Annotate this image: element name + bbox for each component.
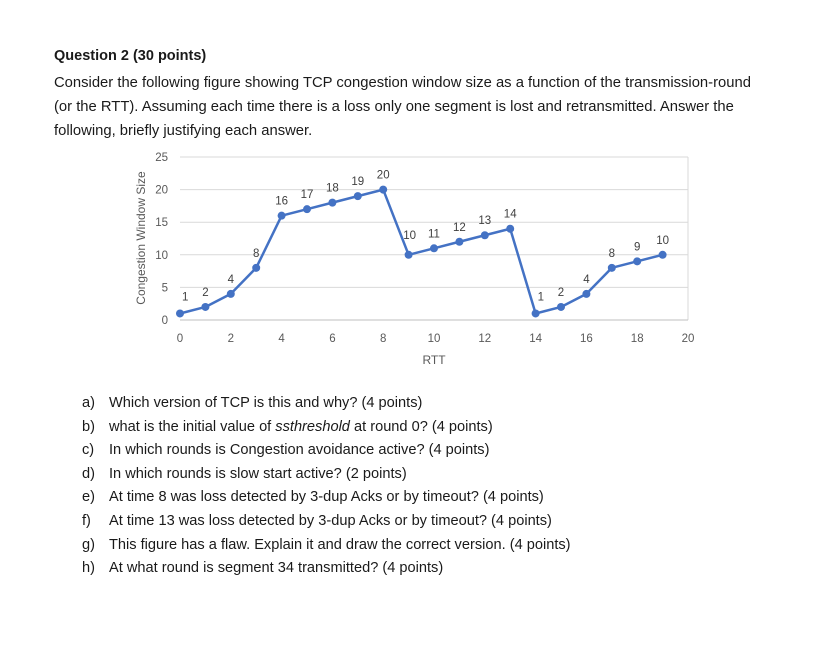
y-tick-label: 15 — [155, 217, 168, 230]
intro-line: following, briefly justifying each answer. — [54, 123, 313, 139]
x-tick-label: 12 — [478, 333, 492, 345]
question-text: Which version of TCP is this and why? (4 points) — [109, 395, 423, 411]
x-axis-ticks — [177, 333, 695, 345]
question-item — [82, 557, 571, 581]
x-tick-label: 0 — [176, 333, 184, 345]
x-tick-label: 6 — [329, 333, 336, 345]
data-label: 12 — [453, 221, 466, 234]
x-tick-label: 16 — [580, 333, 593, 345]
y-tick-label: 0 — [161, 315, 168, 327]
question-heading: Question 2 (30 points) — [54, 48, 207, 64]
data-point-marker — [176, 309, 184, 317]
data-label: 19 — [351, 176, 365, 189]
y-tick-label: 10 — [155, 249, 168, 262]
data-label: 10 — [656, 234, 669, 247]
data-point-marker — [659, 251, 667, 259]
chart-series — [176, 186, 667, 318]
data-label: 2 — [202, 286, 209, 299]
question-list — [82, 392, 571, 581]
question-item — [82, 416, 571, 440]
data-label: 1 — [537, 291, 545, 304]
x-tick-label: 20 — [681, 333, 695, 345]
question-letter: b) — [82, 418, 95, 435]
data-label: 11 — [428, 228, 440, 241]
data-point-marker — [405, 251, 413, 259]
data-point-marker — [582, 290, 590, 298]
data-point-marker — [633, 257, 641, 265]
x-tick-label: 18 — [630, 333, 644, 345]
data-label: 17 — [300, 189, 314, 202]
data-point-marker — [481, 231, 489, 239]
question-text: This figure has a flaw. Explain it and draw the correct version. (4 points) — [109, 536, 571, 553]
question-item — [82, 439, 571, 463]
data-label: 4 — [583, 273, 590, 286]
data-point-marker — [608, 264, 616, 272]
question-letter: a) — [82, 395, 95, 411]
data-label: 14 — [503, 208, 517, 221]
y-axis-title: Congestion Window Size — [134, 171, 148, 305]
question-item — [82, 510, 571, 534]
question-text: at round 0? (4 points) — [349, 418, 493, 435]
question-letter: g) — [82, 536, 95, 553]
x-tick-label: 10 — [427, 333, 441, 345]
data-point-marker — [201, 303, 209, 311]
y-tick-label: 5 — [161, 282, 168, 295]
x-tick-label: 14 — [529, 333, 542, 345]
question-letter: f) — [82, 512, 91, 529]
y-tick-label: 20 — [155, 184, 168, 197]
data-point-marker — [278, 212, 286, 220]
data-point-marker — [455, 238, 463, 246]
x-tick-label: 2 — [227, 333, 235, 345]
data-point-marker — [506, 225, 514, 233]
question-item — [82, 463, 571, 487]
data-point-marker — [532, 309, 540, 317]
question-text: In which rounds is slow start active? (2 points) — [109, 465, 407, 482]
data-point-marker — [328, 199, 336, 207]
data-point-marker — [379, 186, 387, 194]
question-letter: c) — [82, 442, 95, 459]
data-label: 2 — [557, 286, 565, 299]
y-axis-ticks — [155, 152, 168, 327]
data-label: 1 — [182, 291, 189, 304]
intro-line: Consider the following figure showing TCP congestion window size as a function of the transmission-round — [54, 75, 751, 91]
data-point-marker — [303, 205, 311, 213]
y-tick-label: 25 — [155, 152, 168, 164]
question-item — [82, 534, 571, 558]
intro-line: (or the RTT). Assuming each time there is a loss only one segment is lost and retransmitted. Answer the — [54, 99, 734, 115]
data-label: 13 — [478, 215, 492, 228]
data-label: 4 — [227, 273, 235, 286]
x-axis-title: RTT — [422, 353, 446, 367]
data-point-marker — [430, 244, 438, 252]
data-point-marker — [227, 290, 235, 298]
data-label: 8 — [252, 247, 260, 260]
question-emphasis: ssthreshold — [275, 418, 350, 435]
question-letter: e) — [82, 489, 95, 506]
data-point-marker — [252, 264, 260, 272]
x-tick-label: 4 — [278, 333, 285, 345]
question-text: what is the initial value of — [109, 418, 276, 435]
question-item — [82, 392, 571, 416]
x-tick-label: 8 — [379, 333, 387, 345]
data-label: 10 — [403, 229, 416, 242]
question-text: In which rounds is Congestion avoidance active? (4 points) — [109, 442, 490, 459]
data-label: 20 — [376, 169, 390, 182]
data-point-marker — [354, 192, 362, 200]
data-label: 8 — [608, 247, 616, 260]
question-text: At time 8 was loss detected by 3-dup Acks or by timeout? (4 points) — [109, 489, 544, 506]
data-label: 9 — [633, 241, 641, 254]
question-item — [82, 486, 571, 510]
question-text: At time 13 was loss detected by 3-dup Acks or by timeout? (4 points) — [109, 512, 552, 529]
question-letter: h) — [82, 560, 95, 577]
data-point-marker — [557, 303, 565, 311]
data-label: 16 — [275, 195, 288, 208]
question-letter: d) — [82, 465, 95, 482]
question-text: At what round is segment 34 transmitted? (4 points) — [109, 560, 444, 577]
data-label: 18 — [326, 182, 339, 195]
